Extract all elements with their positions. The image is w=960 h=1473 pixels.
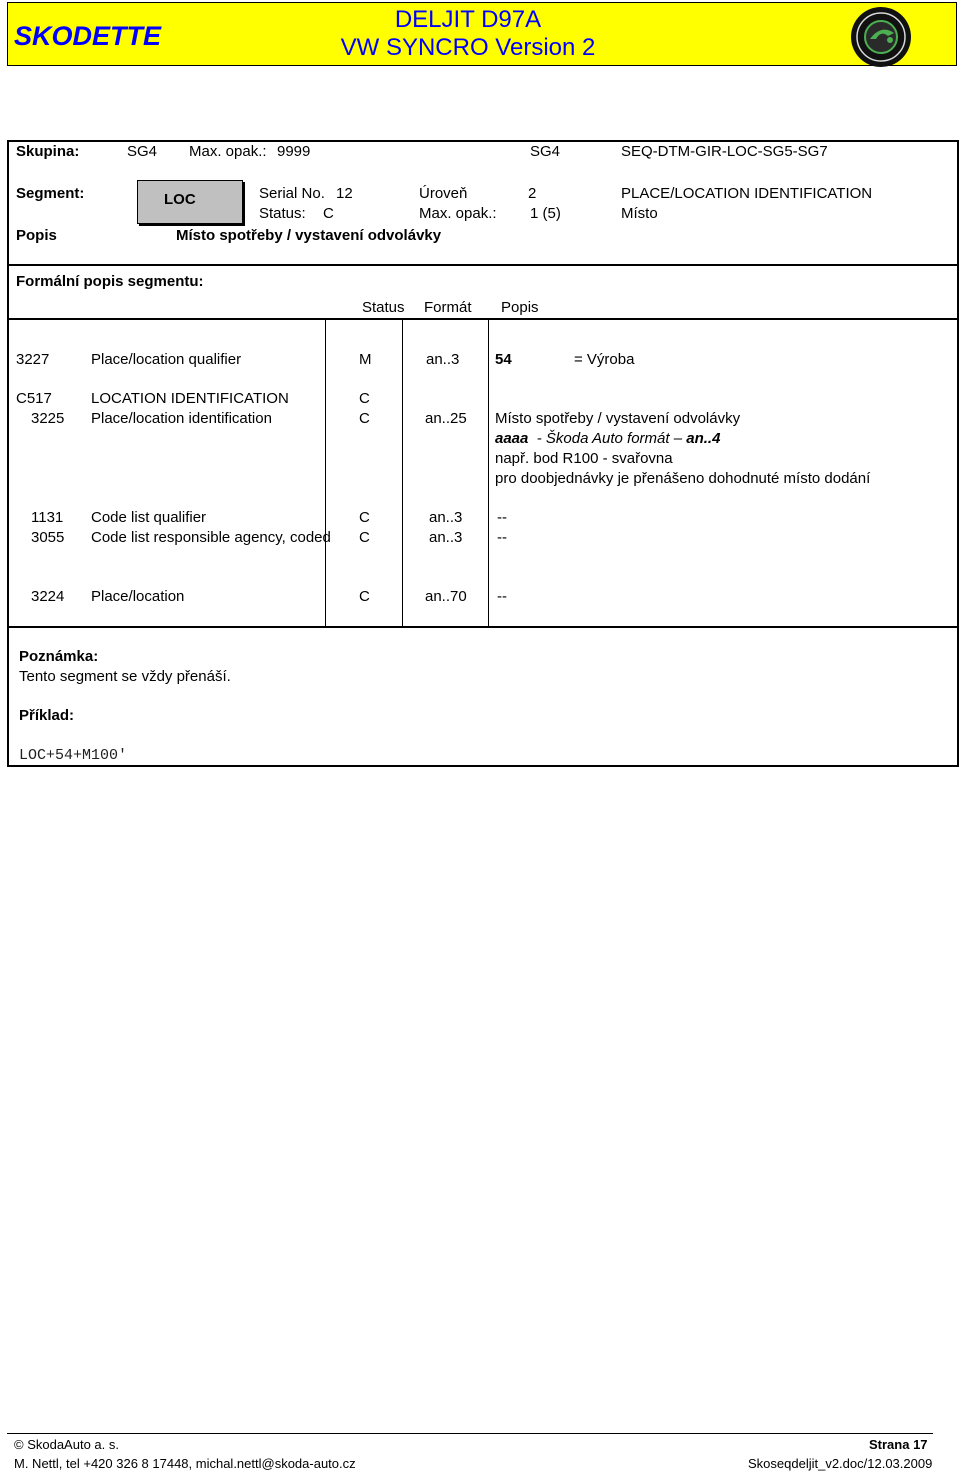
column-header-format: Formát <box>424 299 472 316</box>
element-code: 3224 <box>31 588 65 605</box>
footer-page-number: Strana 17 <box>869 1437 928 1452</box>
element-description: Místo spotřeby / vystavení odvolávky <box>495 410 741 427</box>
composite-code: C517 <box>16 390 52 407</box>
segment-tag: LOC <box>164 191 196 208</box>
element-status: C <box>359 588 370 605</box>
segment-max-value: 1 (5) <box>530 205 561 222</box>
element-name: Place/location identification <box>91 410 272 427</box>
group-max-label: Max. opak.: <box>189 143 267 160</box>
element-name: Place/location qualifier <box>91 351 242 368</box>
group-max-value: 9999 <box>277 143 311 160</box>
group-ref: SG4 <box>530 143 561 160</box>
format-placeholder: aaaa <box>495 430 529 447</box>
segment-tag-box <box>137 180 243 224</box>
footer-file-name: Skoseqdeljit_v2.doc/12.03.2009 <box>748 1456 933 1471</box>
popis-value: Místo spotřeby / vystavení odvolávky <box>176 227 442 244</box>
group-path: SEQ-DTM-GIR-LOC-SG5-SG7 <box>621 143 828 160</box>
element-format: an..3 <box>429 509 463 526</box>
element-code: 3225 <box>31 410 65 427</box>
element-format: an..3 <box>429 529 463 546</box>
segment-max-label: Max. opak.: <box>419 205 497 222</box>
column-header-popis: Popis <box>501 299 539 316</box>
page-header <box>7 2 957 66</box>
note-label: Poznámka: <box>19 648 99 665</box>
element-value: 54 <box>495 351 512 368</box>
element-description-example: např. bod R100 - svařovna <box>495 450 673 467</box>
composite-name: LOCATION IDENTIFICATION <box>91 390 289 407</box>
element-code: 3227 <box>16 351 50 368</box>
brand-title: SKODETTE <box>14 21 162 51</box>
column-divider <box>488 319 489 627</box>
footer-divider <box>7 1433 933 1434</box>
element-name: Code list responsible agency, coded <box>91 529 331 546</box>
example-text: LOC+54+M100' <box>19 747 128 764</box>
level-label: Úroveň <box>419 185 468 202</box>
status-label: Status: <box>259 205 306 222</box>
column-divider <box>325 319 326 627</box>
element-description-note: pro doobjednávky je přenášeno dohodnuté místo dodání <box>495 470 871 487</box>
format-text: - Škoda Auto formát – <box>536 430 683 447</box>
format-length: an..4 <box>686 430 721 447</box>
formal-description-label: Formální popis segmentu: <box>16 273 204 290</box>
element-format: an..70 <box>425 588 467 605</box>
group-code: SG4 <box>127 143 158 160</box>
element-description: -- <box>497 509 507 526</box>
segment-name-cz: Místo <box>621 205 658 222</box>
document-version: VW SYNCRO Version 2 <box>340 34 596 61</box>
element-name: Code list qualifier <box>91 509 207 526</box>
segment-name: PLACE/LOCATION IDENTIFICATION <box>621 185 873 202</box>
segment-label: Segment: <box>16 185 85 202</box>
element-description: -- <box>497 529 507 546</box>
element-status: C <box>359 529 370 546</box>
column-header-status: Status <box>362 299 405 316</box>
footer-contact: M. Nettl, tel +420 326 8 17448, michal.nettl@skoda-auto.cz <box>14 1456 356 1471</box>
element-name: Place/location <box>91 588 185 605</box>
element-format: an..3 <box>426 351 460 368</box>
skoda-logo-icon <box>850 6 912 68</box>
level-value: 2 <box>528 185 537 202</box>
element-format: an..25 <box>425 410 467 427</box>
status-value: C <box>323 205 334 222</box>
element-status: C <box>359 410 370 427</box>
element-status: C <box>359 509 370 526</box>
serial-value: 12 <box>336 185 353 202</box>
note-text: Tento segment se vždy přenáší. <box>19 668 231 685</box>
element-description-format <box>495 430 720 447</box>
popis-label: Popis <box>16 227 57 244</box>
column-divider <box>402 319 403 627</box>
footer-copyright: © SkodaAuto a. s. <box>14 1437 119 1452</box>
document-title: DELJIT D97A <box>394 6 542 33</box>
element-status: M <box>359 351 372 368</box>
section-divider <box>7 264 959 266</box>
table-bottom-border <box>7 626 959 628</box>
composite-status: C <box>359 390 370 407</box>
element-description: = Výroba <box>574 351 635 368</box>
element-description: -- <box>497 588 507 605</box>
element-code: 3055 <box>31 529 65 546</box>
example-label: Příklad: <box>19 707 75 724</box>
serial-label: Serial No. <box>259 185 325 202</box>
group-label: Skupina: <box>16 143 80 160</box>
table-top-border <box>7 318 959 320</box>
element-code: 1131 <box>31 509 64 526</box>
